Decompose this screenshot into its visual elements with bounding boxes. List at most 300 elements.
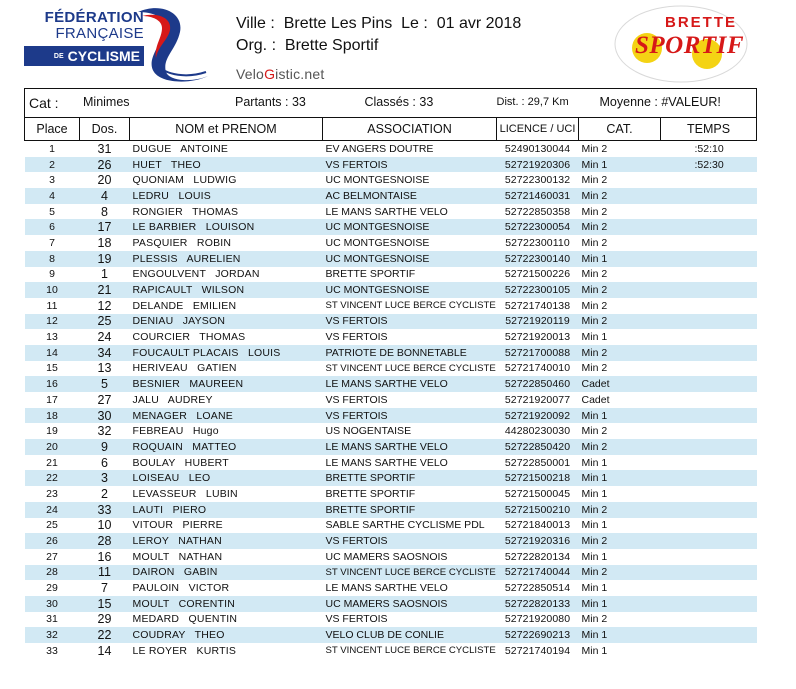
ffc-swoosh-icon xyxy=(132,6,212,84)
place-cell: 9 xyxy=(49,268,55,281)
results-body xyxy=(25,141,757,659)
licence-cell: 52722820134 xyxy=(504,550,571,563)
brette-logo-top: BRETTE xyxy=(665,14,737,31)
name-cell: PLESSIS AURELIEN xyxy=(130,251,323,267)
licence-cell: 52721500045 xyxy=(504,487,571,500)
category-cell: Min 2 xyxy=(579,533,661,549)
category-cell: Min 2 xyxy=(579,502,661,518)
category-cell: Min 1 xyxy=(579,627,661,643)
licence-cell: 44280230030 xyxy=(504,425,571,438)
dossard-cell: 26 xyxy=(80,157,130,173)
time-cell xyxy=(661,298,757,314)
name-cell: ROQUAIN MATTEO xyxy=(130,439,323,455)
place-cell: 17 xyxy=(46,393,58,406)
dossard-cell: 31 xyxy=(97,141,112,156)
time-cell xyxy=(661,392,757,408)
category-cell: Min 1 xyxy=(581,519,608,532)
category-cell: Min 2 xyxy=(581,174,608,187)
licence-cell: 52722300132 xyxy=(504,174,571,187)
dossard-cell: 33 xyxy=(80,502,130,518)
table-row xyxy=(25,533,757,549)
category-label: Cat : xyxy=(29,95,59,111)
dossard-cell: 7 xyxy=(101,581,108,596)
table-row xyxy=(25,565,757,581)
place-cell: 23 xyxy=(46,487,58,500)
name-cell: ENGOULVENT JORDAN xyxy=(132,268,260,281)
time-cell xyxy=(661,612,757,628)
col-place: Place xyxy=(25,118,80,141)
dossard-cell: 13 xyxy=(97,361,112,376)
association-cell: UC MAMERS SAOSNOIS xyxy=(323,596,497,612)
name-cell: LOISEAU LEO xyxy=(130,470,323,486)
category-cell: Min 1 xyxy=(579,470,661,486)
dossard-cell: 28 xyxy=(80,533,130,549)
table-row xyxy=(25,549,757,565)
time-cell xyxy=(661,235,757,251)
category-cell: Min 1 xyxy=(581,644,608,657)
place-cell: 26 xyxy=(25,533,80,549)
licence-cell: 52722300105 xyxy=(497,282,579,298)
category-cell: Min 2 xyxy=(581,299,608,312)
date-value: 01 avr 2018 xyxy=(436,15,522,32)
association-cell: PATRIOTE DE BONNETABLE xyxy=(323,345,497,361)
ffc-line3-prefix: DE xyxy=(53,53,64,61)
licence-cell: 52721700088 xyxy=(497,345,579,361)
place-cell: 21 xyxy=(46,456,58,469)
table-row xyxy=(25,518,757,534)
name-cell: MEDARD QUENTIN xyxy=(132,613,238,626)
time-cell xyxy=(661,627,757,643)
licence-cell: 52721740044 xyxy=(497,565,579,581)
table-row xyxy=(25,282,757,298)
category-cell: Min 2 xyxy=(581,268,608,281)
place-cell: 5 xyxy=(49,205,55,218)
category-cell: Min 2 xyxy=(579,219,661,235)
dossard-cell: 3 xyxy=(80,470,130,486)
race-distance: Dist. : 29,7 Km xyxy=(496,96,569,108)
place-cell: 2 xyxy=(25,157,80,173)
licence-cell: 52721920119 xyxy=(497,314,579,330)
licence-cell: 52721740194 xyxy=(504,644,571,657)
licence-cell: 52722850001 xyxy=(504,456,571,469)
time-cell xyxy=(661,596,757,612)
dossard-cell: 10 xyxy=(97,518,112,533)
category-cell: Min 2 xyxy=(579,188,661,204)
time-cell xyxy=(661,314,757,330)
time-cell xyxy=(661,172,757,188)
table-row xyxy=(25,235,757,251)
time-cell xyxy=(661,329,757,345)
header-organizer-line xyxy=(236,37,378,55)
licence-cell: 52721840013 xyxy=(504,519,571,532)
place-cell: 24 xyxy=(25,502,80,518)
table-row xyxy=(25,141,757,157)
name-cell: PAULOIN VICTOR xyxy=(132,582,230,595)
table-row xyxy=(25,251,757,267)
col-time: TEMPS xyxy=(661,118,757,141)
time-cell xyxy=(661,423,757,439)
name-cell: VITOUR PIERRE xyxy=(132,519,223,532)
col-name: NOM et PRENOM xyxy=(130,118,323,141)
licence-cell: 52722300054 xyxy=(497,219,579,235)
time-cell xyxy=(661,533,757,549)
ffc-wordmark xyxy=(32,10,144,42)
association-cell: BRETTE SPORTIF xyxy=(323,470,497,486)
time-cell xyxy=(661,455,757,471)
brette-logo-bottom: SPORTIF xyxy=(635,32,745,59)
name-cell: DAIRON GABIN xyxy=(130,565,323,581)
time-cell xyxy=(661,518,757,534)
table-row xyxy=(25,455,757,471)
category-cell: Min 1 xyxy=(581,456,608,469)
category-cell: Min 1 xyxy=(581,582,608,595)
association-cell: ST VINCENT LUCE BERCE CYCLISTE xyxy=(325,645,496,657)
dossard-cell: 29 xyxy=(97,612,112,627)
name-cell: LAUTI PIERO xyxy=(130,502,323,518)
association-cell: LE MANS SARTHE VELO xyxy=(323,439,497,455)
licence-cell: 52721920077 xyxy=(504,393,571,406)
place-cell: 32 xyxy=(25,627,80,643)
table-row xyxy=(25,172,757,188)
association-cell: BRETTE SPORTIF xyxy=(325,268,416,281)
licence-cell: 52721500218 xyxy=(497,470,579,486)
category-cell: Min 2 xyxy=(579,439,661,455)
header-location-line xyxy=(236,15,521,33)
time-cell xyxy=(661,361,757,377)
place-cell: 12 xyxy=(25,314,80,330)
table-row xyxy=(25,361,757,377)
licence-cell: 52722850460 xyxy=(497,376,579,392)
dossard-cell: 22 xyxy=(80,627,130,643)
time-cell xyxy=(661,376,757,392)
association-cell: LE MANS SARTHE VELO xyxy=(325,456,448,469)
ffc-line1: FÉDÉRATION xyxy=(44,9,144,26)
category-cell: Min 2 xyxy=(579,565,661,581)
table-row xyxy=(25,157,757,173)
ffc-line2: FRANÇAISE xyxy=(55,25,144,42)
category-cell: Min 1 xyxy=(579,251,661,267)
category-value: Minimes xyxy=(83,95,130,109)
table-row xyxy=(25,486,757,502)
table-row xyxy=(25,612,757,628)
dossard-cell: 20 xyxy=(97,173,112,188)
table-row xyxy=(25,408,757,424)
results-table xyxy=(24,88,757,659)
category-cell: Min 1 xyxy=(581,550,608,563)
name-cell: FEBREAU Hugo xyxy=(132,425,219,438)
dossard-cell: 2 xyxy=(101,486,108,501)
time-cell xyxy=(661,188,757,204)
table-row xyxy=(25,376,757,392)
place-cell: 25 xyxy=(46,519,58,532)
category-cell: Min 1 xyxy=(581,487,608,500)
dossard-cell: 15 xyxy=(80,596,130,612)
col-association: ASSOCIATION xyxy=(323,118,497,141)
name-cell: COURCIER THOMAS xyxy=(132,331,246,344)
licence-cell: 52722300140 xyxy=(497,251,579,267)
name-cell: PASQUIER ROBIN xyxy=(132,236,232,249)
category-cell: Min 2 xyxy=(579,282,661,298)
licence-cell: 52490130044 xyxy=(504,142,571,155)
dossard-cell: 17 xyxy=(80,219,130,235)
category-cell: Min 2 xyxy=(581,425,608,438)
licence-cell: 52722820133 xyxy=(497,596,579,612)
name-cell: DELANDE EMILIEN xyxy=(132,299,237,312)
time-cell xyxy=(661,580,757,596)
place-cell: 20 xyxy=(25,439,80,455)
place-cell: 3 xyxy=(49,174,55,187)
dossard-cell: 14 xyxy=(97,643,112,658)
place-cell: 11 xyxy=(46,299,58,312)
association-cell: BRETTE SPORTIF xyxy=(323,502,497,518)
association-cell: ST VINCENT LUCE BERCE CYCLISTE xyxy=(323,565,497,581)
name-cell: HERIVEAU GATIEN xyxy=(132,362,237,375)
place-cell: 6 xyxy=(25,219,80,235)
association-cell: EV ANGERS DOUTRE xyxy=(325,142,434,155)
partants-count: Partants : 33 xyxy=(235,95,306,109)
category-cell: Min 1 xyxy=(579,408,661,424)
dossard-cell: 21 xyxy=(80,282,130,298)
name-cell: MOULT NATHAN xyxy=(132,550,223,563)
time-cell xyxy=(661,251,757,267)
licence-cell: 52721740010 xyxy=(504,362,571,375)
table-row xyxy=(25,643,757,659)
licence-cell: 52722850514 xyxy=(504,582,571,595)
category-cell: Min 2 xyxy=(579,314,661,330)
place-cell: 7 xyxy=(49,236,55,249)
ffc-cyclisme-banner xyxy=(24,46,144,66)
time-cell: :52:30 xyxy=(661,157,757,173)
association-cell: ST VINCENT LUCE BERCE CYCLISTE xyxy=(325,362,496,374)
time-cell xyxy=(661,470,757,486)
name-cell: MOULT CORENTIN xyxy=(130,596,323,612)
place-cell: 19 xyxy=(46,425,58,438)
table-row xyxy=(25,627,757,643)
place-cell: 29 xyxy=(46,582,58,595)
time-cell xyxy=(661,267,757,283)
time-cell: :52:10 xyxy=(694,142,724,155)
dossard-cell: 18 xyxy=(97,235,112,250)
time-cell xyxy=(661,408,757,424)
table-row xyxy=(25,219,757,235)
name-cell: COUDRAY THEO xyxy=(130,627,323,643)
association-cell: LE MANS SARTHE VELO xyxy=(325,205,448,218)
table-row xyxy=(25,345,757,361)
dossard-cell: 32 xyxy=(97,424,112,439)
place-cell: 1 xyxy=(49,142,55,155)
place-cell: 22 xyxy=(25,470,80,486)
association-cell: LE MANS SARTHE VELO xyxy=(325,582,448,595)
time-cell xyxy=(661,204,757,220)
name-cell: HUET THEO xyxy=(130,157,323,173)
dossard-cell: 16 xyxy=(97,549,112,564)
brette-sportif-logo xyxy=(613,4,749,84)
table-row xyxy=(25,580,757,596)
licence-cell: 52721500226 xyxy=(504,268,571,281)
dossard-cell: 9 xyxy=(80,439,130,455)
dossard-cell: 30 xyxy=(80,408,130,424)
association-cell: SABLE SARTHE CYCLISME PDL xyxy=(325,519,485,532)
name-cell: LE BARBIER LOUISON xyxy=(130,219,323,235)
category-cell: Cadet xyxy=(579,376,661,392)
dossard-cell: 34 xyxy=(80,345,130,361)
association-cell: UC MONTGESNOISE xyxy=(323,251,497,267)
dossard-cell: 19 xyxy=(80,251,130,267)
place-cell: 27 xyxy=(46,550,58,563)
table-row xyxy=(25,423,757,439)
dossard-cell: 25 xyxy=(80,314,130,330)
org-label: Org. : xyxy=(236,37,277,54)
association-cell: UC MONTGESNOISE xyxy=(323,282,497,298)
ffc-logo xyxy=(24,6,209,84)
ville-value: Brette Les Pins xyxy=(283,15,393,32)
org-value: Brette Sportif xyxy=(284,37,379,54)
association-cell: VS FERTOIS xyxy=(323,533,497,549)
column-header-row xyxy=(25,118,757,141)
association-cell: VS FERTOIS xyxy=(325,331,388,344)
association-cell: BRETTE SPORTIF xyxy=(325,487,416,500)
place-cell: 30 xyxy=(25,596,80,612)
average-speed: Moyenne : #VALEUR! xyxy=(599,95,721,109)
name-cell: FOUCAULT PLACAIS LOUIS xyxy=(130,345,323,361)
dossard-cell: 11 xyxy=(80,565,130,581)
name-cell: QUONIAM LUDWIG xyxy=(132,174,237,187)
time-cell xyxy=(661,439,757,455)
place-cell: 14 xyxy=(25,345,80,361)
licence-cell: 52721920306 xyxy=(497,157,579,173)
table-row xyxy=(25,329,757,345)
table-row xyxy=(25,188,757,204)
association-cell: VELO CLUB DE CONLIE xyxy=(323,627,497,643)
time-cell xyxy=(661,643,757,659)
licence-cell: 52722300110 xyxy=(505,236,570,249)
table-row xyxy=(25,596,757,612)
dossard-cell: 6 xyxy=(101,455,108,470)
licence-cell: 52721740138 xyxy=(504,299,571,312)
name-cell: LE ROYER KURTIS xyxy=(132,644,237,657)
licence-cell: 52721920080 xyxy=(504,613,571,626)
association-cell: US NOGENTAISE xyxy=(325,425,412,438)
name-cell: MENAGER LOANE xyxy=(130,408,323,424)
time-cell xyxy=(661,219,757,235)
licence-cell: 52721920092 xyxy=(497,408,579,424)
col-dossard: Dos. xyxy=(80,118,130,141)
association-cell: VS FERTOIS xyxy=(325,613,388,626)
name-cell: DENIAU JAYSON xyxy=(130,314,323,330)
time-cell xyxy=(661,486,757,502)
licence-cell: 52721920013 xyxy=(504,331,571,344)
dossard-cell: 27 xyxy=(97,392,112,407)
ville-label: Ville : xyxy=(236,15,275,32)
licence-cell: 52721920316 xyxy=(497,533,579,549)
category-cell: Min 2 xyxy=(581,362,608,375)
name-cell: LEVASSEUR LUBIN xyxy=(132,487,238,500)
association-cell: UC MONTGESNOISE xyxy=(325,236,430,249)
classes-count: Classés : 33 xyxy=(364,95,434,109)
name-cell: JALU AUDREY xyxy=(132,393,213,406)
name-cell: RAPICAULT WILSON xyxy=(130,282,323,298)
place-cell: 4 xyxy=(25,188,80,204)
place-cell: 16 xyxy=(25,376,80,392)
table-row xyxy=(25,439,757,455)
association-cell: VS FERTOIS xyxy=(323,408,497,424)
table-row xyxy=(25,314,757,330)
association-cell: LE MANS SARTHE VELO xyxy=(323,376,497,392)
category-cell: Min 2 xyxy=(581,142,608,155)
association-cell: UC MAMERS SAOSNOIS xyxy=(325,550,448,563)
col-category: CAT. xyxy=(579,118,661,141)
place-cell: 18 xyxy=(25,408,80,424)
place-cell: 31 xyxy=(46,613,58,626)
dossard-cell: 8 xyxy=(101,204,108,219)
category-cell: Min 1 xyxy=(579,596,661,612)
association-cell: VS FERTOIS xyxy=(323,157,497,173)
col-licence: LICENCE / UCI xyxy=(497,118,579,141)
velogistic-credit: VeloGistic.net xyxy=(236,66,325,82)
category-cell: Min 1 xyxy=(579,157,661,173)
licence-cell: 52721460031 xyxy=(497,188,579,204)
place-cell: 13 xyxy=(46,331,58,344)
time-cell xyxy=(661,282,757,298)
time-cell xyxy=(661,549,757,565)
association-cell: VS FERTOIS xyxy=(325,393,388,406)
dossard-cell: 5 xyxy=(80,376,130,392)
name-cell: RONGIER THOMAS xyxy=(132,205,239,218)
dossard-cell: 4 xyxy=(80,188,130,204)
licence-cell: 52722690213 xyxy=(497,627,579,643)
category-cell: Min 2 xyxy=(579,345,661,361)
place-cell: 33 xyxy=(46,644,58,657)
association-cell: AC BELMONTAISE xyxy=(323,188,497,204)
category-cell: Min 2 xyxy=(581,236,608,249)
name-cell: BOULAY HUBERT xyxy=(132,456,229,469)
table-row xyxy=(25,502,757,518)
date-label: Le : xyxy=(401,15,428,32)
name-cell: BESNIER MAUREEN xyxy=(130,376,323,392)
table-row xyxy=(25,267,757,283)
category-cell: Min 2 xyxy=(581,613,608,626)
time-cell xyxy=(661,502,757,518)
association-cell: ST VINCENT LUCE BERCE CYCLISTE xyxy=(325,300,496,312)
place-cell: 10 xyxy=(25,282,80,298)
association-cell: VS FERTOIS xyxy=(323,314,497,330)
category-cell: Min 2 xyxy=(581,205,608,218)
table-row xyxy=(25,392,757,408)
table-row xyxy=(25,470,757,486)
name-cell: LEROY NATHAN xyxy=(130,533,323,549)
licence-cell: 52721500210 xyxy=(497,502,579,518)
dossard-cell: 12 xyxy=(97,298,112,313)
dossard-cell: 24 xyxy=(97,330,112,345)
licence-cell: 52722850420 xyxy=(497,439,579,455)
association-cell: UC MONTGESNOISE xyxy=(323,219,497,235)
ffc-line3: CYCLISME xyxy=(67,48,140,64)
place-cell: 8 xyxy=(25,251,80,267)
table-row xyxy=(25,204,757,220)
licence-cell: 52722850358 xyxy=(504,205,571,218)
time-cell xyxy=(661,565,757,581)
place-cell: 28 xyxy=(25,565,80,581)
dossard-cell: 1 xyxy=(101,267,108,282)
place-cell: 15 xyxy=(46,362,58,375)
category-cell: Min 1 xyxy=(581,331,608,344)
time-cell xyxy=(661,345,757,361)
category-cell: Cadet xyxy=(581,393,610,406)
association-cell: UC MONTGESNOISE xyxy=(325,174,430,187)
name-cell: LEDRU LOUIS xyxy=(130,188,323,204)
name-cell: DUGUE ANTOINE xyxy=(132,142,229,155)
table-row xyxy=(25,298,757,314)
